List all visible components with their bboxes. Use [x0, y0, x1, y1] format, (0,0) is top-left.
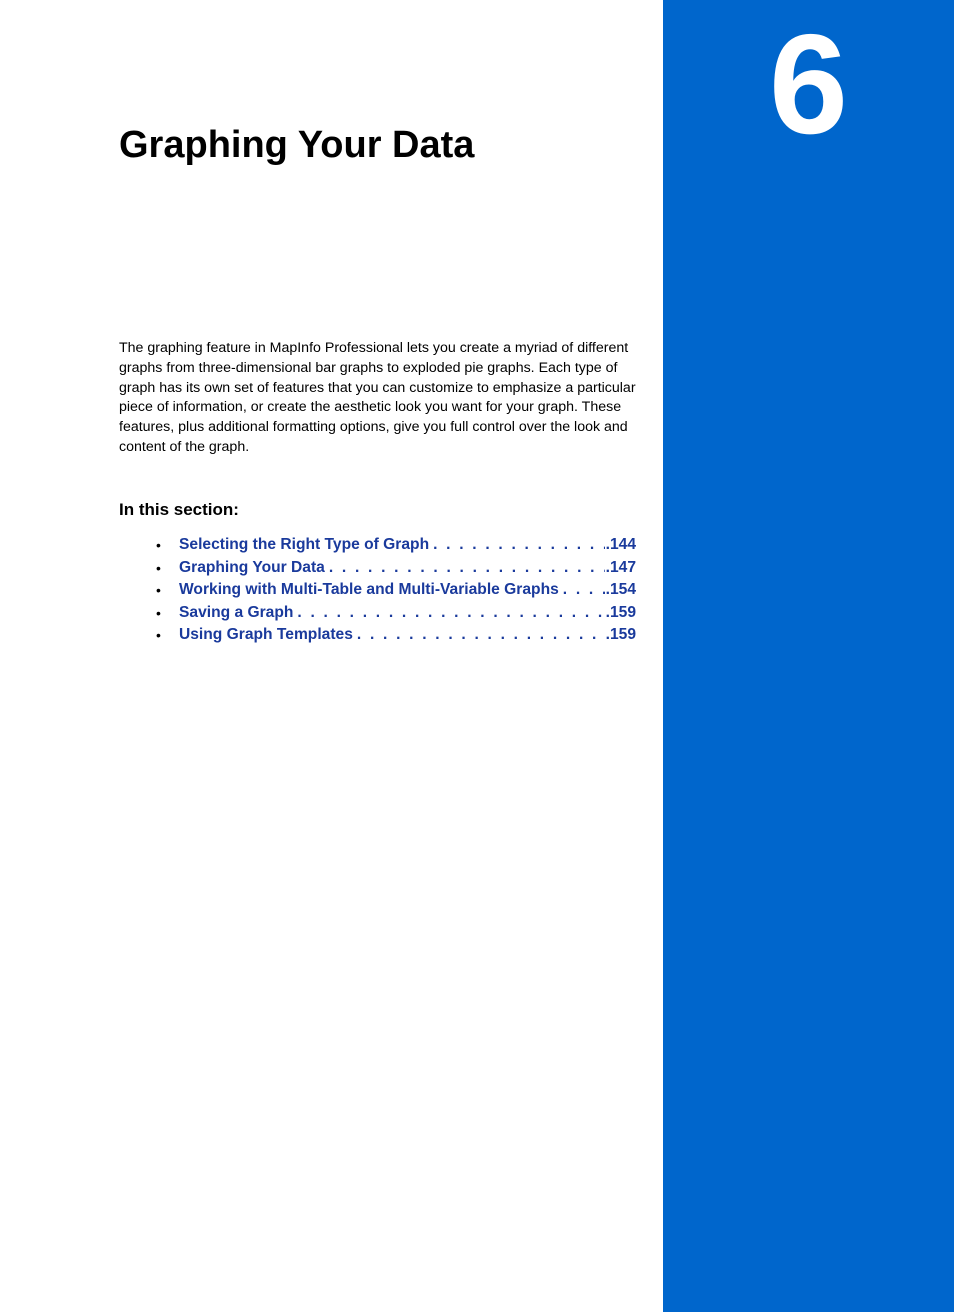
toc-leader-dots	[433, 534, 605, 557]
toc-link-multi-table-graphs[interactable]	[179, 579, 636, 602]
toc-item-saving-graph	[156, 602, 636, 625]
toc-item-graphing-your-data	[156, 557, 636, 580]
toc-item-multi-table-graphs	[156, 579, 636, 602]
toc-label: Using Graph Templates	[179, 626, 353, 644]
bullet: •	[156, 537, 161, 553]
toc-page-number: .159	[605, 603, 636, 621]
toc-label: Saving a Graph	[179, 603, 294, 621]
toc-page-number: .147	[605, 558, 636, 576]
toc-page-number: .144	[605, 536, 636, 553]
toc-label: Selecting the Right Type of Graph	[179, 536, 430, 553]
section-heading: In this section:	[119, 500, 239, 519]
toc-link-selecting-graph-type[interactable]	[179, 534, 636, 557]
toc-label: Graphing Your Data	[179, 558, 325, 576]
toc-leader-dots	[297, 602, 604, 625]
section-toc	[156, 534, 636, 647]
bullet: •	[156, 559, 161, 576]
toc-page-number: .154	[605, 581, 636, 599]
page-title: Graphing Your Data	[119, 124, 475, 166]
toc-leader-dots	[329, 557, 605, 580]
toc-item-selecting-graph-type	[156, 534, 636, 557]
chapter-number-text: 6	[769, 5, 848, 164]
bullet: •	[156, 604, 161, 621]
toc-link-graphing-your-data[interactable]	[179, 557, 636, 580]
toc-item-graph-templates	[156, 624, 636, 647]
toc-link-saving-graph[interactable]	[179, 602, 636, 625]
toc-leader-dots	[357, 624, 605, 647]
toc-leader-dots	[563, 579, 605, 602]
bullet: •	[156, 627, 161, 644]
toc-link-graph-templates[interactable]	[179, 624, 636, 647]
toc-page-number: .159	[605, 626, 636, 644]
toc-label: Working with Multi-Table and Multi-Variable Graphs	[179, 581, 559, 599]
chapter-side-band	[663, 0, 954, 1312]
bullet: •	[156, 582, 161, 599]
intro-paragraph: The graphing feature in MapInfo Professional lets you create a myriad of different graphs from three-dimensional bar graphs to exploded pie graphs. Each type of graph has its own set of features that you can customize to emphasize a particular piece of information, or create the aesthetic look you want for your graph. These features, plus additional formatting options, give you full control over the look and content of the graph.	[119, 340, 636, 455]
